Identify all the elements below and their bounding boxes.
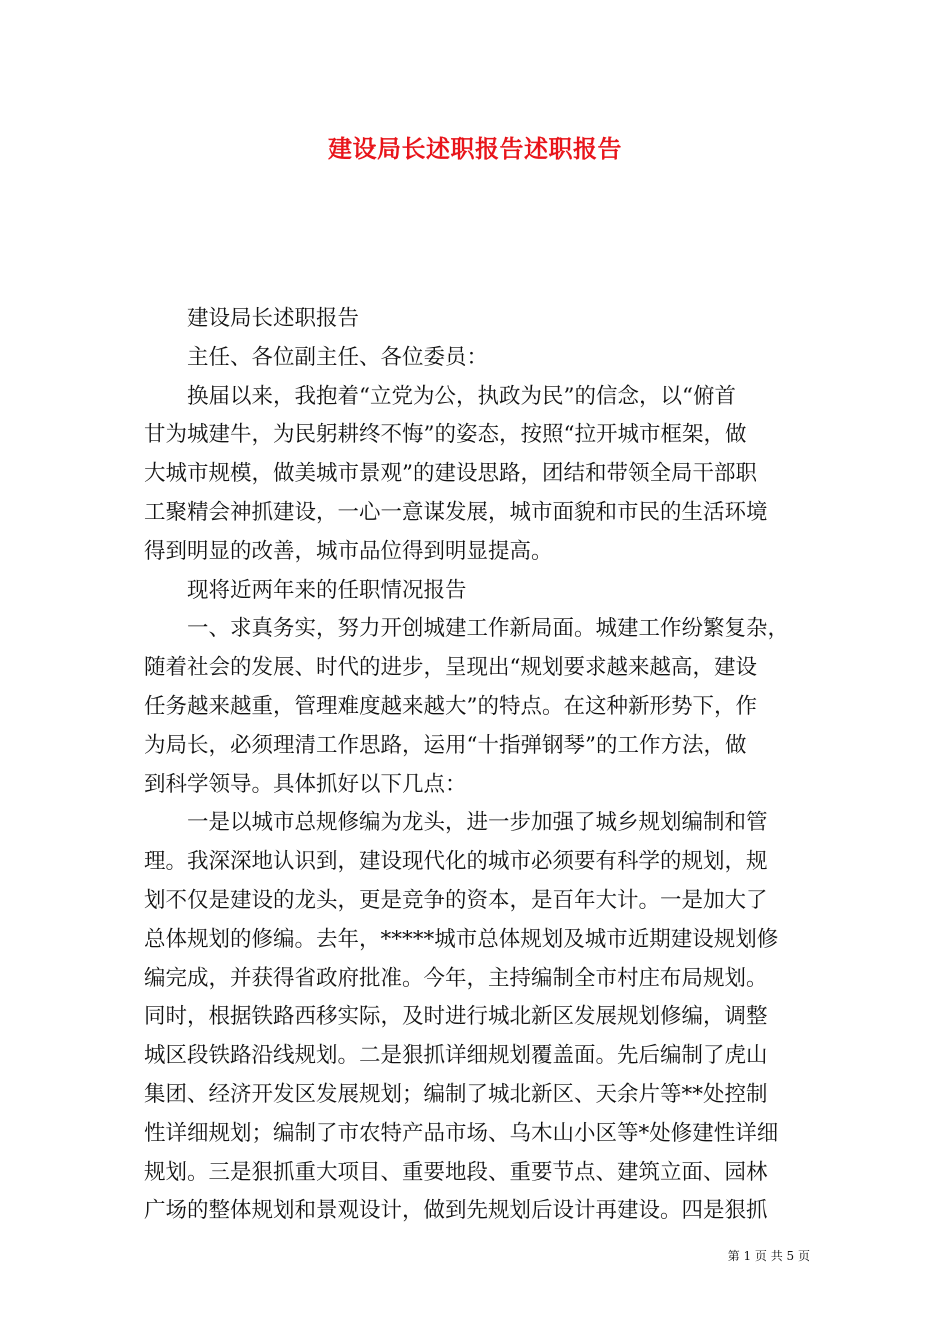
paragraph-section-one: 一、求真务实，努力开创城建工作新局面。城建工作纷繁复杂， 随着社会的发展、时代的进步，呈现出“规划要求越来越高，建设 任务越来越重，管理难度越来越大”的特点。在这种新形势下，作 为局长，必须理清工作思路，运用“十指弹钢琴”的工作方法，做 到科学领导。具体抓好以下几点：: [144, 616, 790, 797]
paragraph-report-lead: 现将近两年来的任职情况报告: [187, 577, 467, 603]
page-title: 建设局长述职报告述职报告: [328, 134, 622, 163]
page-number: 第 1 页 共 5 页: [727, 1249, 810, 1263]
document-body: [144, 300, 809, 1231]
paragraph-heading: 建设局长述职报告: [187, 306, 360, 331]
paragraph-intro: 换届以来，我抱着“立党为公，执政为民”的信念，以“俯首 甘为城建牛，为民躬耕终不悔”的姿态，按照“拉开城市框架，做 大城市规模，做美城市景观”的建设思路，团结和带领全局干部职 工聚精会神抓建设，一心一意谋发展，城市面貌和市民的生活环境 得到明显的改善，城市品位得到明显提高。: [144, 383, 768, 564]
paragraph-salutation: 主任、各位副主任、各位委员：: [187, 344, 489, 370]
paragraph-planning: 一是以城市总规修编为龙头，进一步加强了城乡规划编制和管 理。我深深地认识到，建设现代化的城市必须要有科学的规划，规 划不仅是建设的龙头，更是竞争的资本，是百年大计。一是加大了 总体规划的修编。去年，*****城市总体规划及城市近期建设规划修 编完成，并获得省政府批准。今年，主持编制全市村庄布局规划。 同时，根据铁路西移实际，及时进行城北新区发展规划修编，调整 城区段铁路沿线规划。二是狠抓详细规划覆盖面。先后编制了虎山 集团、经济开发区发展规划；编制了城北新区、天余片等**处控制 性详细规划；编制了市农特产品市场、乌木山小区等*处修建性详细 规划。三是狠抓重大项目、重要地段、重要节点、建筑立面、园林 广场的整体规划和景观设计，做到先规划后设计再建设。四是狠抓: [144, 810, 779, 1224]
